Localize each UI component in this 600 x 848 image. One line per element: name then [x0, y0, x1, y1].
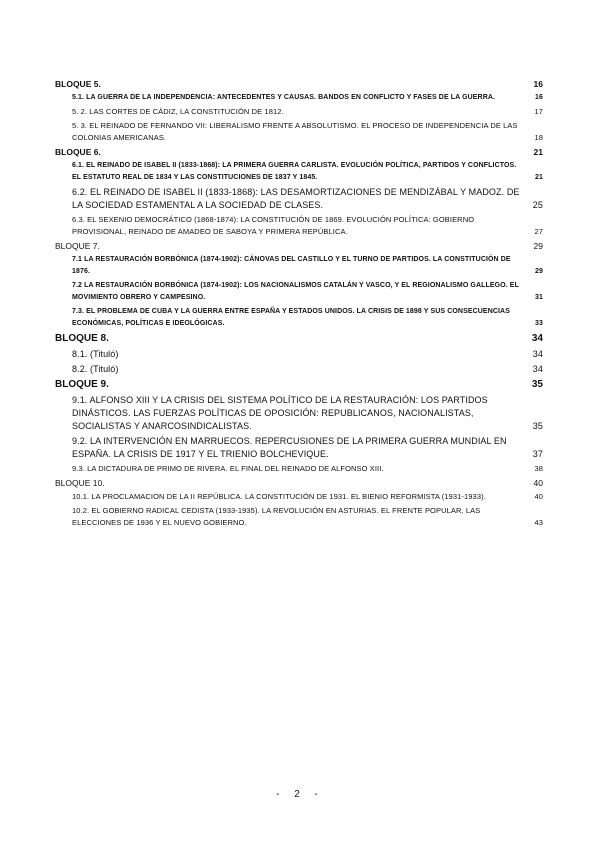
- toc-page-number: 35: [531, 379, 543, 390]
- toc-page-number: 27: [534, 227, 543, 236]
- toc-page-number: 35: [532, 421, 543, 431]
- toc-entry-title: 6.1. EL REINADO DE ISABEL II (1833-1868): LA PRIMERA GUERRA CARLISTA. EVOLUCIÓN POLÍTICA, PARTIDOS Y CONFLICTOS. EL ESTATUTO REAL DE 1834 Y LAS CONSTITUCIONES DE 1837 Y 1845.: [72, 162, 517, 181]
- toc-entry-title: 6.2. EL REINADO DE ISABEL II (1833-1868): LAS DESAMORTIZACIONES DE MENDIZÁBAL Y MADOZ. DE LA SOCIEDAD ESTAMENTAL A LA SOCIEDAD DE CLASES.: [72, 187, 520, 210]
- toc-entry-title: 10.2. EL GOBIERNO RADICAL CEDISTA (1933-1935). LA REVOLUCIÓN EN ASTURIAS. EL FRENTE POPULAR, LAS ELECCIONES DE 1936 Y EL NUEVO GOBIERNO.: [72, 506, 481, 527]
- toc-bloque-heading[interactable]: [55, 332, 543, 346]
- toc-entry[interactable]: [55, 254, 543, 278]
- toc-entry[interactable]: [55, 463, 543, 475]
- toc-page-number: 31: [535, 294, 543, 301]
- toc-entry[interactable]: [55, 348, 543, 361]
- toc-entry[interactable]: [55, 160, 543, 184]
- toc-entry[interactable]: [55, 92, 543, 104]
- toc-page-number: 43: [534, 518, 543, 527]
- toc-page-number: 34: [532, 364, 543, 374]
- toc-page-number: 40: [534, 492, 543, 501]
- toc-entry[interactable]: [55, 363, 543, 376]
- toc-page-number: 38: [534, 464, 543, 473]
- toc-entry-title: 9.3. LA DICTADURA DE PRIMO DE RIVERA. EL FINAL DEL REINADO DE ALFONSO XIII.: [72, 464, 384, 473]
- toc-page-number: 17: [534, 107, 543, 116]
- toc-entry-title: BLOQUE 7.: [55, 241, 100, 251]
- table-of-contents: [55, 76, 543, 529]
- toc-page-number: 34: [532, 349, 543, 359]
- toc-entry-title: BLOQUE 6.: [55, 147, 101, 157]
- toc-page-number: 40: [533, 478, 543, 488]
- toc-bloque-heading[interactable]: [55, 146, 543, 158]
- toc-entry-title: 9.1. ALFONSO XIII Y LA CRISIS DEL SISTEMA POLÍTICO DE LA RESTAURACIÓN: LOS PARTIDOS DINÁSTICOS. LAS FUERZAS POLÍTICAS DE OPOSICIÓN: REPUBLICANOS, NACIONALISTAS, SOCIALISTAS Y ANARCOSINDICALISTAS.: [72, 395, 488, 431]
- toc-bloque-heading[interactable]: [55, 477, 543, 489]
- toc-entry-title: 8.2. (Tituló): [72, 364, 119, 374]
- toc-entry-title: 8.1. (Tituló): [72, 349, 119, 359]
- toc-page-number: 21: [533, 147, 543, 157]
- toc-entry-title: BLOQUE 10.: [55, 478, 105, 488]
- toc-entry-title: 9.2. LA INTERVENCIÓN EN MARRUECOS. REPERCUSIONES DE LA PRIMERA GUERRA MUNDIAL EN ESPAÑA. LA CRISIS DE 1917 Y EL TRIENIO BOLCHEVIQUE.: [72, 436, 507, 459]
- toc-entry[interactable]: [55, 120, 543, 144]
- toc-entry[interactable]: [55, 435, 543, 461]
- toc-entry-title: 7.2 LA RESTAURACIÓN BORBÓNICA (1874-1902): LOS NACIONALISMOS CATALÁN Y VASCO, Y EL REGIONALISMO GALLEGO. EL MOVIMIENTO OBRERO Y CAMPESINO.: [72, 282, 519, 301]
- toc-page-number: 21: [535, 174, 543, 181]
- toc-entry-title: BLOQUE 9.: [55, 379, 109, 390]
- toc-page-number: 25: [532, 200, 543, 210]
- toc-bloque-heading[interactable]: [55, 378, 543, 392]
- toc-entry[interactable]: [55, 505, 543, 529]
- toc-entry[interactable]: [55, 214, 543, 238]
- toc-entry-title: 10.1. LA PROCLAMACION DE LA II REPÚBLICA. LA CONSTITUCIÓN DE 1931. EL BIENIO REFORMISTA (1931-1933).: [72, 492, 486, 501]
- toc-page-number: 29: [533, 241, 543, 251]
- toc-entry-title: 6.3. EL SEXENIO DEMOCRÁTICO (1868-1874): LA CONSTITUCIÓN DE 1869. EVOLUCIÓN POLÍTICA: GOBIERNO PROVISIONAL, REINADO DE AMADEO DE SABOYA Y PRIMERA REPÚBLICA.: [72, 215, 475, 236]
- toc-page-number: 16: [535, 94, 543, 101]
- toc-page-number: 16: [533, 79, 543, 89]
- toc-entry[interactable]: [55, 306, 543, 330]
- toc-entry-title: BLOQUE 8.: [55, 333, 109, 344]
- toc-entry[interactable]: [55, 491, 543, 503]
- toc-entry[interactable]: [55, 394, 543, 433]
- toc-page-number: 18: [534, 133, 543, 142]
- toc-page-number: 29: [535, 268, 543, 275]
- toc-entry[interactable]: [55, 106, 543, 118]
- toc-entry[interactable]: [55, 280, 543, 304]
- toc-page-number: 37: [532, 449, 543, 459]
- toc-page-number: 34: [531, 333, 543, 344]
- toc-entry-title: 5. 3. EL REINADO DE FERNANDO VII: LIBERALISMO FRENTE A ABSOLUTISMO. EL PROCESO DE INDEPENDENCIA DE LAS COLONIAS AMERICANAS.: [72, 121, 518, 142]
- toc-entry-title: BLOQUE 5.: [55, 79, 101, 89]
- toc-bloque-heading[interactable]: [55, 240, 543, 252]
- toc-entry-title: 5.1. LA GUERRA DE LA INDEPENDENCIA: ANTECEDENTES Y CAUSAS. BANDOS EN CONFLICTO Y FASES DE LA GUERRA.: [72, 94, 496, 101]
- toc-bloque-heading[interactable]: [55, 78, 543, 90]
- toc-entry-title: 5. 2. LAS CORTES DE CÁDIZ, LA CONSTITUCIÓN DE 1812.: [72, 107, 284, 116]
- page-number-footer: - 2 -: [276, 789, 324, 800]
- toc-entry-title: 7.1 LA RESTAURACIÓN BORBÓNICA (1874-1902): CÁNOVAS DEL CASTILLO Y EL TURNO DE PARTIDOS. LA CONSTITUCIÓN DE 1876.: [72, 256, 511, 275]
- toc-entry[interactable]: [55, 186, 543, 212]
- toc-page-number: 33: [535, 320, 543, 327]
- toc-entry-title: 7.3. EL PROBLEMA DE CUBA Y LA GUERRA ENTRE ESPAÑA Y ESTADOS UNIDOS. LA CRISIS DE 1898 Y SUS CONSECUENCIAS ECONÓMICAS, POLÍTICAS E IDEOLÓGICAS.: [72, 308, 510, 327]
